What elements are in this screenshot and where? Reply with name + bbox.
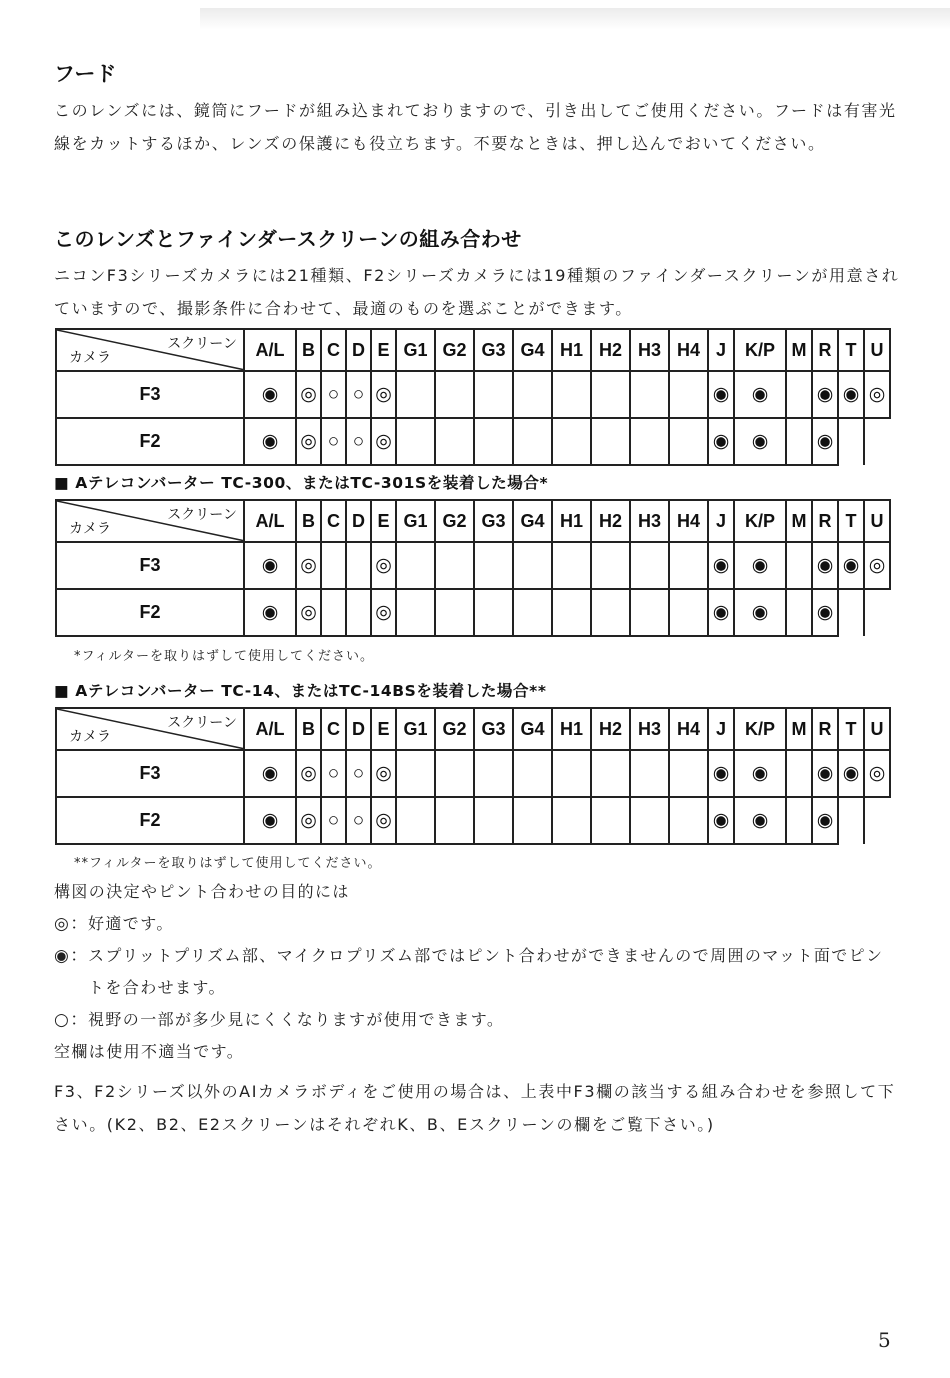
- screen-column-header: T: [838, 708, 864, 750]
- compatibility-cell: [396, 750, 435, 797]
- compatibility-cell: ◉: [708, 418, 734, 465]
- compatibility-cell: [474, 371, 513, 418]
- screen-column-header: G3: [474, 329, 513, 371]
- camera-axis-label: カメラ: [69, 729, 111, 745]
- screen-column-header: H2: [591, 708, 630, 750]
- screen-column-header: H3: [630, 708, 669, 750]
- legend-item-filled-circle: ◉： スプリットプリズム部、マイクロプリズム部ではピント合わせができませんので周囲のマット面でピントを合わせます。: [54, 940, 904, 1004]
- table-caption-tc300: ■ Aテレコンバーター TC-300、またはTC-301Sを装着した場合*: [54, 474, 549, 492]
- compatibility-cell: ◎: [864, 750, 890, 797]
- screen-column-header: G3: [474, 500, 513, 542]
- compatibility-cell: [630, 418, 669, 465]
- camera-model-cell: F2: [56, 589, 244, 636]
- compatibility-cell: [513, 589, 552, 636]
- table-header-row: [56, 329, 890, 371]
- compatibility-cell: [591, 371, 630, 418]
- screen-column-header: G3: [474, 708, 513, 750]
- screen-column-header: R: [812, 329, 838, 371]
- camera-axis-label: カメラ: [69, 521, 111, 537]
- compatibility-cell: [513, 750, 552, 797]
- scan-shadow: [200, 8, 950, 30]
- table-row: [56, 750, 890, 797]
- legend: [54, 876, 904, 1068]
- compatibility-cell: ◉: [708, 750, 734, 797]
- screen-column-header: G1: [396, 329, 435, 371]
- compatibility-cell: [552, 418, 591, 465]
- table-header-row: [56, 708, 890, 750]
- compatibility-cell: ◉: [812, 542, 838, 589]
- screen-column-header: G2: [435, 708, 474, 750]
- compatibility-cell: ◉: [812, 797, 838, 844]
- compatibility-cell: ◎: [371, 542, 396, 589]
- compatibility-cell: ◎: [371, 750, 396, 797]
- combo-heading: このレンズとファインダースクリーンの組み合わせ: [54, 227, 522, 251]
- hood-heading: フード: [54, 62, 117, 86]
- compatibility-cell: [474, 418, 513, 465]
- compatibility-cell: ◎: [296, 542, 321, 589]
- screen-column-header: A/L: [244, 329, 296, 371]
- compatibility-cell: [474, 589, 513, 636]
- compatibility-cell: ○: [346, 371, 371, 418]
- compatibility-cell: [630, 589, 669, 636]
- empty-cell: [838, 797, 864, 844]
- compatibility-cell: [786, 371, 812, 418]
- compatibility-cell: [630, 750, 669, 797]
- screen-column-header: G4: [513, 500, 552, 542]
- screen-column-header: D: [346, 500, 371, 542]
- screen-column-header: H1: [552, 500, 591, 542]
- screen-column-header: J: [708, 708, 734, 750]
- compatibility-cell: ◉: [708, 589, 734, 636]
- screen-column-header: D: [346, 708, 371, 750]
- screen-column-header: E: [371, 500, 396, 542]
- screen-column-header: D: [346, 329, 371, 371]
- compatibility-cell: [669, 750, 708, 797]
- table-caption-tc14: ■ Aテレコンバーター TC-14、またはTC-14BSを装着した場合**: [54, 682, 547, 700]
- compatibility-cell: ○: [321, 750, 346, 797]
- compatibility-cell: [321, 589, 346, 636]
- corner-header-cell: [56, 708, 244, 750]
- compatibility-cell: [513, 797, 552, 844]
- compatibility-cell: [669, 418, 708, 465]
- compatibility-cell: ○: [321, 797, 346, 844]
- compatibility-cell: ◉: [244, 750, 296, 797]
- compatibility-cell: ◉: [734, 542, 786, 589]
- screen-column-header: K/P: [734, 500, 786, 542]
- compatibility-cell: [513, 371, 552, 418]
- compatibility-cell: ◎: [371, 797, 396, 844]
- compatibility-cell: [669, 797, 708, 844]
- screen-column-header: C: [321, 708, 346, 750]
- compatibility-cell: ◎: [371, 589, 396, 636]
- compatibility-cell: [552, 542, 591, 589]
- screen-column-header: A/L: [244, 500, 296, 542]
- compatibility-cell: [630, 797, 669, 844]
- table-row: [56, 418, 890, 465]
- screen-column-header: G1: [396, 708, 435, 750]
- compatibility-cell: ◎: [296, 371, 321, 418]
- compatibility-cell: ◉: [734, 797, 786, 844]
- compatibility-cell: ◉: [734, 589, 786, 636]
- compatibility-cell: [786, 797, 812, 844]
- screen-column-header: H2: [591, 329, 630, 371]
- compatibility-cell: [435, 418, 474, 465]
- compatibility-cell: [591, 542, 630, 589]
- compatibility-cell: [474, 542, 513, 589]
- screen-column-header: U: [864, 708, 890, 750]
- compatibility-cell: ◉: [812, 589, 838, 636]
- compatibility-cell: [435, 797, 474, 844]
- screen-column-header: H3: [630, 329, 669, 371]
- empty-cell: [864, 418, 890, 465]
- compatibility-cell: [346, 542, 371, 589]
- empty-cell: [838, 589, 864, 636]
- compatibility-cell: [396, 371, 435, 418]
- screen-column-header: K/P: [734, 329, 786, 371]
- camera-model-cell: F3: [56, 542, 244, 589]
- compatibility-cell: [474, 750, 513, 797]
- camera-model-cell: F2: [56, 797, 244, 844]
- screen-column-header: H1: [552, 708, 591, 750]
- combo-paragraph: ニコンF3シリーズカメラには21種類、F2シリーズカメラには19種類のファインダースクリーンが用意されていますので、撮影条件に合わせて、最適のものを選ぶことができます。: [54, 266, 900, 318]
- screen-column-header: H1: [552, 329, 591, 371]
- screen-column-header: U: [864, 329, 890, 371]
- empty-cell: [864, 797, 890, 844]
- screen-column-header: C: [321, 500, 346, 542]
- compatibility-cell: [321, 542, 346, 589]
- screen-column-header: M: [786, 708, 812, 750]
- compatibility-cell: ◎: [371, 371, 396, 418]
- screen-column-header: B: [296, 329, 321, 371]
- screen-column-header: M: [786, 500, 812, 542]
- compatibility-cell: [591, 797, 630, 844]
- compatibility-cell: [513, 418, 552, 465]
- screen-axis-label: スクリーン: [167, 715, 237, 731]
- compatibility-cell: [630, 542, 669, 589]
- compatibility-cell: [591, 589, 630, 636]
- legend-item-open-circle: ○：視野の一部が多少見にくくなりますが使用できます。: [54, 1004, 904, 1036]
- compatibility-cell: [552, 750, 591, 797]
- compatibility-cell: ◉: [812, 418, 838, 465]
- double-circle-icon: ◎：: [54, 914, 89, 934]
- table-note-tc300: *フィルターを取りはずして使用してください。: [74, 649, 374, 664]
- compatibility-cell: [474, 797, 513, 844]
- compatibility-cell: ◉: [244, 418, 296, 465]
- compatibility-cell: [513, 542, 552, 589]
- compatibility-cell: ◉: [734, 418, 786, 465]
- screen-column-header: B: [296, 500, 321, 542]
- compatibility-cell: [435, 589, 474, 636]
- compatibility-cell: ○: [346, 418, 371, 465]
- compatibility-cell: [346, 589, 371, 636]
- compatibility-cell: ◎: [296, 589, 321, 636]
- compatibility-cell: ○: [321, 418, 346, 465]
- screen-axis-label: スクリーン: [167, 336, 237, 352]
- compatibility-cell: ◎: [371, 418, 396, 465]
- compatibility-cell: ◎: [296, 797, 321, 844]
- screen-column-header: J: [708, 329, 734, 371]
- screen-table-tc300: [55, 499, 891, 637]
- compatibility-cell: [435, 750, 474, 797]
- screen-column-header: E: [371, 708, 396, 750]
- camera-model-cell: F2: [56, 418, 244, 465]
- compatibility-cell: [552, 797, 591, 844]
- screen-column-header: B: [296, 708, 321, 750]
- screen-column-header: R: [812, 500, 838, 542]
- compatibility-cell: [786, 418, 812, 465]
- screen-column-header: R: [812, 708, 838, 750]
- open-circle-icon: ○：: [54, 1010, 89, 1030]
- compatibility-cell: ◎: [864, 371, 890, 418]
- empty-cell: [838, 418, 864, 465]
- screen-column-header: H4: [669, 708, 708, 750]
- screen-column-header: H4: [669, 329, 708, 371]
- screen-column-header: A/L: [244, 708, 296, 750]
- compatibility-cell: ◉: [244, 797, 296, 844]
- screen-column-header: H2: [591, 500, 630, 542]
- compatibility-cell: [669, 542, 708, 589]
- page-number: 5: [878, 1328, 891, 1352]
- screen-column-header: G2: [435, 329, 474, 371]
- screen-axis-label: スクリーン: [167, 507, 237, 523]
- compatibility-cell: [786, 589, 812, 636]
- compatibility-cell: ◉: [244, 542, 296, 589]
- compatibility-cell: [552, 371, 591, 418]
- legend-intro: 構図の決定やピント合わせの目的には: [54, 882, 350, 901]
- compatibility-cell: ◉: [244, 589, 296, 636]
- table-row: [56, 797, 890, 844]
- camera-model-cell: F3: [56, 750, 244, 797]
- compatibility-cell: [396, 418, 435, 465]
- compatibility-cell: ◉: [838, 371, 864, 418]
- compatibility-cell: ◉: [812, 750, 838, 797]
- screen-column-header: U: [864, 500, 890, 542]
- screen-column-header: G4: [513, 708, 552, 750]
- screen-column-header: G2: [435, 500, 474, 542]
- filled-circle-icon: ◉：: [54, 946, 89, 966]
- compatibility-cell: ◎: [296, 418, 321, 465]
- hood-paragraph: このレンズには、鏡筒にフードが組み込まれておりますので、引き出してご使用ください。フードは有害光線をカットするほか、レンズの保護にも役立ちます。不要なときは、押し込んでおいてください。: [54, 101, 897, 153]
- compatibility-cell: [786, 542, 812, 589]
- compatibility-cell: [396, 797, 435, 844]
- compatibility-cell: ◎: [296, 750, 321, 797]
- compatibility-cell: [396, 589, 435, 636]
- table-row: [56, 589, 890, 636]
- compatibility-cell: [669, 589, 708, 636]
- table-header-row: [56, 500, 890, 542]
- compatibility-cell: ◉: [708, 797, 734, 844]
- compatibility-cell: ◉: [708, 371, 734, 418]
- compatibility-cell: ◉: [838, 542, 864, 589]
- empty-cell: [864, 589, 890, 636]
- corner-header-cell: [56, 500, 244, 542]
- screen-table-tc14: [55, 707, 891, 845]
- compatibility-cell: [669, 371, 708, 418]
- screen-column-header: J: [708, 500, 734, 542]
- compatibility-cell: ○: [321, 371, 346, 418]
- legend-blank-note: 空欄は使用不適当です。: [54, 1042, 245, 1061]
- table-row: [56, 542, 890, 589]
- compatibility-cell: [591, 418, 630, 465]
- compatibility-cell: ◉: [838, 750, 864, 797]
- screen-column-header: K/P: [734, 708, 786, 750]
- compatibility-cell: ◉: [708, 542, 734, 589]
- compatibility-cell: [591, 750, 630, 797]
- screen-column-header: T: [838, 500, 864, 542]
- compatibility-cell: [630, 371, 669, 418]
- camera-axis-label: カメラ: [69, 350, 111, 366]
- screen-column-header: T: [838, 329, 864, 371]
- screen-column-header: H4: [669, 500, 708, 542]
- footer-note: F3、F2シリーズ以外のAIカメラボディをご使用の場合は、上表中F3欄の該当する組み合わせを参照して下さい。(K2、B2、E2スクリーンはそれぞれK、B、Eスクリーンの欄をご覧下さい。): [54, 1082, 896, 1134]
- compatibility-cell: [435, 371, 474, 418]
- compatibility-cell: ◉: [244, 371, 296, 418]
- table-note-tc14: **フィルターを取りはずして使用してください。: [74, 856, 382, 871]
- screen-table-standard: [55, 328, 891, 466]
- compatibility-cell: ○: [346, 750, 371, 797]
- compatibility-cell: [435, 542, 474, 589]
- compatibility-cell: ○: [346, 797, 371, 844]
- corner-header-cell: [56, 329, 244, 371]
- screen-column-header: M: [786, 329, 812, 371]
- legend-item-double-circle: ◎：好適です。: [54, 908, 904, 940]
- compatibility-cell: [786, 750, 812, 797]
- compatibility-cell: ◎: [864, 542, 890, 589]
- compatibility-cell: ◉: [734, 750, 786, 797]
- table-row: [56, 371, 890, 418]
- screen-column-header: H3: [630, 500, 669, 542]
- screen-column-header: C: [321, 329, 346, 371]
- screen-column-header: E: [371, 329, 396, 371]
- camera-model-cell: F3: [56, 371, 244, 418]
- compatibility-cell: [396, 542, 435, 589]
- screen-column-header: G4: [513, 329, 552, 371]
- compatibility-cell: [552, 589, 591, 636]
- compatibility-cell: ◉: [812, 371, 838, 418]
- compatibility-cell: ◉: [734, 371, 786, 418]
- screen-column-header: G1: [396, 500, 435, 542]
